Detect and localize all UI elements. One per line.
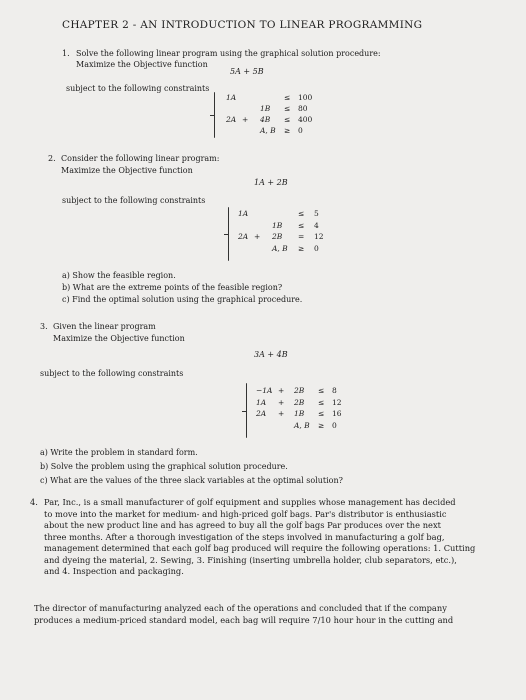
constraint-term: 2A (256, 409, 267, 418)
problem-2-brace (228, 207, 229, 261)
constraint-term: 1B (260, 104, 271, 113)
problem-4-paragraph-2 (34, 603, 504, 626)
constraint-relation: ≤ (284, 93, 291, 102)
constraint-rhs: 8 (332, 386, 337, 395)
problem-3-subject-label: subject to the following constraints (40, 369, 184, 378)
problem-2-question-a: a) Show the feasible region. (62, 271, 176, 280)
problem-3-text: Given the linear program (53, 322, 156, 331)
chapter-title: CHAPTER 2 - AN INTRODUCTION TO LINEAR PROGRAMMING (62, 19, 423, 31)
problem-4-line: about the new product line and has agreed to buy all the golf bags Par produces over the next (44, 520, 441, 530)
constraint-term: 2A (238, 232, 249, 241)
constraint-term: 1B (294, 409, 305, 418)
constraint-term: 4B (260, 115, 271, 124)
problem-3-question-a: a) Write the problem in standard form. (40, 448, 198, 457)
constraint-term: 2B (272, 232, 283, 241)
constraint-term: 2A (226, 115, 237, 124)
constraint-relation: ≤ (318, 386, 325, 395)
problem-4-number: 4. (30, 497, 38, 507)
constraint-relation: ≤ (318, 397, 325, 407)
constraint-rhs: 0 (332, 420, 337, 430)
constraint-term: A, B (272, 243, 288, 253)
problem-2-text: Consider the following linear program: (61, 154, 220, 163)
problem-1-objective-label: Maximize the Objective function (76, 60, 208, 69)
constraint-rhs: 100 (298, 93, 313, 102)
problem-4-line: Par, Inc., is a small manufacturer of golf equipment and supplies whose management has decided (44, 497, 456, 507)
problem-4-line: and 4. Inspection and packaging. (44, 566, 184, 576)
problem-2-subject-label: subject to the following constraints (62, 196, 206, 205)
constraint-rhs: 16 (332, 409, 342, 418)
problem-1-brace (214, 92, 215, 138)
constraint-operator: + (242, 115, 249, 124)
problem-3-brace (246, 383, 247, 438)
constraint-relation: ≤ (284, 104, 291, 113)
problem-1-number: 1. (62, 49, 70, 58)
problem-3-objective: 3A + 4B (254, 350, 288, 359)
constraint-operator: + (278, 409, 285, 418)
constraint-term: A, B (294, 420, 310, 430)
problem-2-question-b: b) What are the extreme points of the feasible region? (62, 283, 283, 292)
problem-2-objective-label: Maximize the Objective function (61, 166, 193, 175)
constraint-relation: ≤ (318, 409, 325, 418)
problem-2-objective: 1A + 2B (254, 178, 288, 187)
problem-2-question-c: c) Find the optimal solution using the graphical procedure. (62, 295, 303, 304)
constraint-relation: ≤ (298, 220, 305, 230)
constraint-term: 1A (256, 397, 267, 407)
problem-4-line: to move into the market for medium- and high-priced golf bags. Par's distributor is enthusiastic (44, 508, 447, 519)
constraint-relation: ≤ (298, 209, 305, 218)
problem-1-text: Solve the following linear program using the graphical solution procedure: (76, 49, 381, 58)
constraint-operator: + (278, 386, 285, 395)
constraint-term: A, B (260, 126, 276, 135)
problem-1-objective: 5A + 5B (230, 67, 264, 76)
constraint-rhs: 80 (298, 104, 308, 113)
problem-3-number: 3. (40, 322, 48, 331)
problem-2-number: 2. (48, 154, 56, 163)
constraint-relation: ≥ (284, 126, 291, 135)
problem-4-line: The director of manufacturing analyzed each of the operations and concluded that if the company (34, 603, 447, 613)
constraint-term: −1A (256, 386, 273, 395)
problem-1-subject-label: subject to the following constraints (66, 84, 210, 93)
problem-4-line: produces a medium-priced standard model, each bag will require 7/10 hour hour in the cutting and (34, 614, 454, 625)
problem-4-line: and dyeing the material, 2. Sewing, 3. Finishing (inserting umbrella holder, club separators, etc.), (44, 554, 457, 565)
constraint-rhs: 12 (332, 397, 342, 407)
constraint-rhs: 0 (298, 126, 303, 135)
problem-3-objective-label: Maximize the Objective function (53, 334, 185, 343)
constraint-operator: + (254, 232, 261, 241)
constraint-relation: ≥ (298, 243, 305, 253)
constraint-term: 1A (238, 209, 249, 218)
constraint-rhs: 5 (314, 209, 319, 218)
problem-4-line: management determined that each golf bag produced will require the following operations: 1. Cutting (44, 543, 476, 553)
problem-4-paragraph-1 (44, 497, 514, 578)
constraint-term: 2B (294, 397, 305, 407)
constraint-operator: + (278, 397, 285, 407)
problem-4-line: three months. After a thorough investigation of the steps involved in manufacturing a golf bag, (44, 531, 445, 542)
constraint-relation: = (298, 232, 305, 241)
problem-3-question-b: b) Solve the problem using the graphical solution procedure. (40, 462, 288, 471)
constraint-rhs: 12 (314, 232, 324, 241)
constraint-rhs: 400 (298, 115, 313, 124)
constraint-relation: ≤ (284, 115, 291, 124)
constraint-rhs: 0 (314, 243, 319, 253)
constraint-relation: ≥ (318, 420, 325, 430)
problem-3-question-c: c) What are the values of the three slack variables at the optimal solution? (40, 476, 343, 485)
constraint-term: 1A (226, 93, 237, 102)
constraint-term: 1B (272, 220, 283, 230)
constraint-term: 2B (294, 386, 305, 395)
constraint-rhs: 4 (314, 220, 319, 230)
